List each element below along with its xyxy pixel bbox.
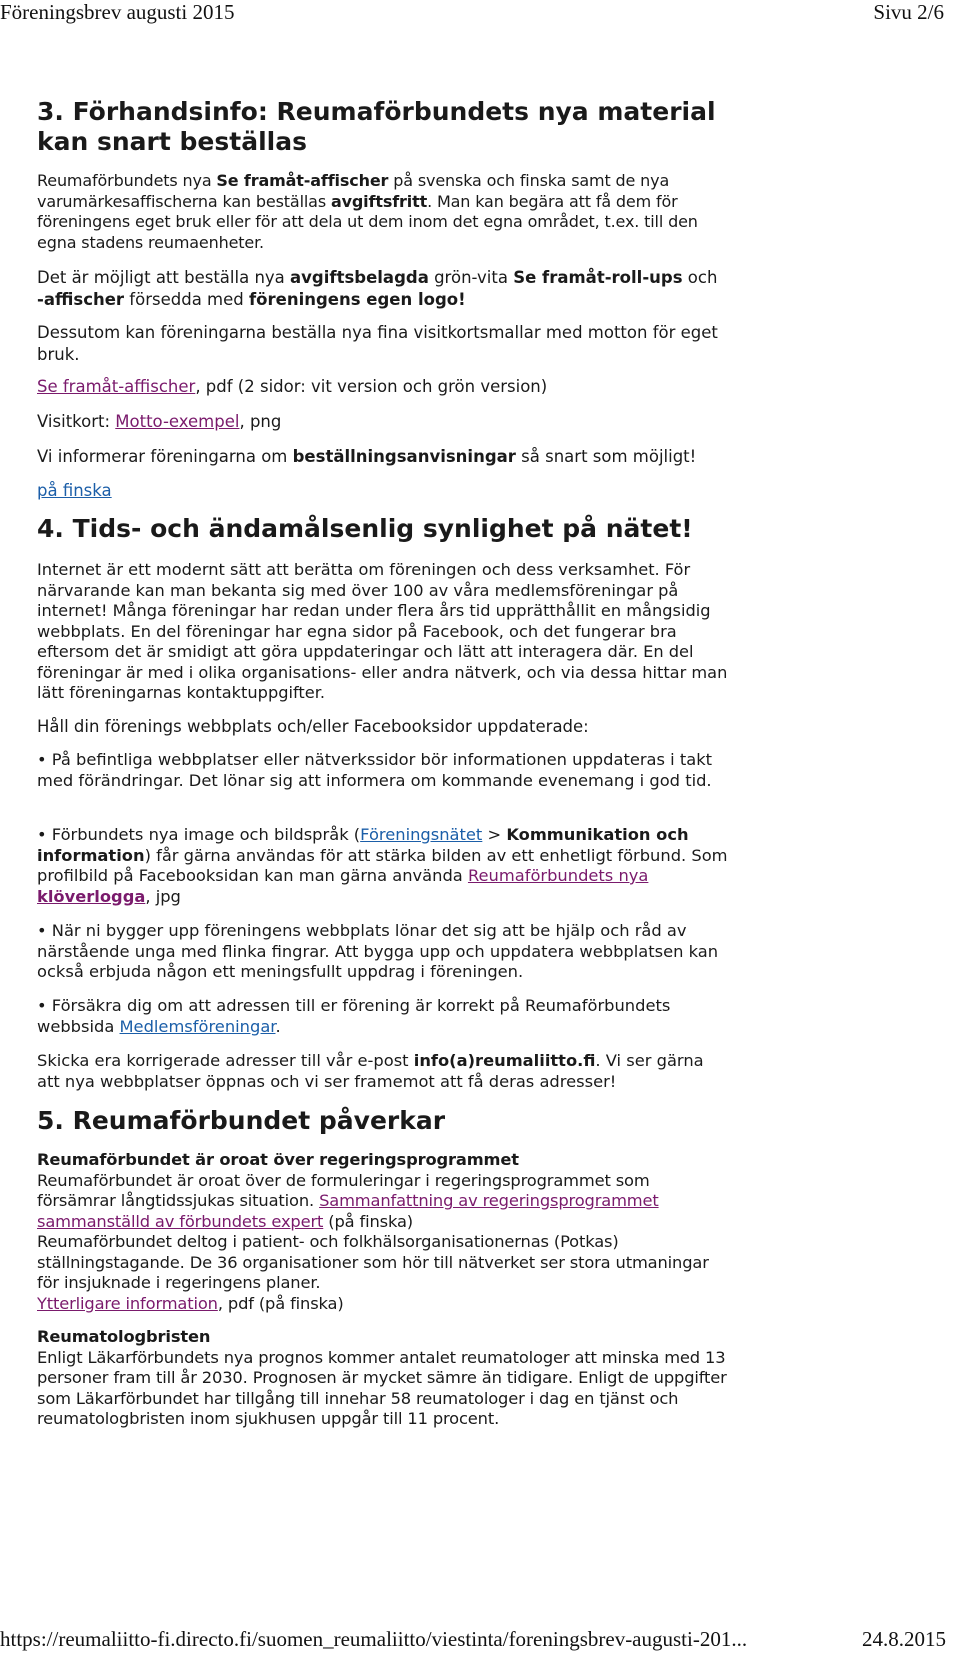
s5-subsection-reumatolog <box>37 1327 727 1430</box>
s3-finska-line <box>37 480 777 502</box>
s4-paragraph-2: Håll din förenings webbplats och/eller Facebooksidor uppdaterade: <box>37 717 589 736</box>
s3-paragraph-2: Det är möjligt att beställa nya avgiftsbelagda grön-vita Se framåt-roll-ups och -affischer försedda med föreningens egen logo! <box>37 268 718 309</box>
s3-visitkort-line: Visitkort: Motto-exempel, png <box>37 412 282 431</box>
s4-paragraph-3: Skicka era korrigerade adresser till vår e-post info(a)reumaliitto.fi. Vi ser gärna att nya webbplatser öppnas och vi ser framemot att få deras adresser! <box>37 1051 704 1091</box>
header-title: Föreningsbrev augusti 2015 <box>0 0 235 24</box>
s5-text-1: Reumaförbundet är oroat över de formuleringar i regeringsprogrammet som försämrar långtidssjukas situation. Sammanfattning av regeringsprogrammet sammanställd av förbundets expert (på finska) <box>37 1170 659 1231</box>
s5-subheading-2: Reumatologbristen <box>37 1327 211 1346</box>
s4-bullet-4: • Försäkra dig om att adressen till er förening är korrekt på Reumaförbundets webbsida Medlemsföreningar. <box>37 996 671 1036</box>
header-page-number: Sivu 2/6 <box>873 0 944 24</box>
s3-affischer-line: Se framåt-affischer, pdf (2 sidor: vit version och grön version) <box>37 377 548 396</box>
s4-bullet-3: • När ni bygger upp föreningens webbplats lönar det sig att be hjälp och råd av närstående unga med flinka fingrar. Att bygga upp och uppdatera webbplatsen kan också erbjuda någon ett meningsfullt uppdrag i föreningen. <box>37 921 719 981</box>
s5-subsection-regering <box>37 1150 727 1314</box>
s5-text-4: Enligt Läkarförbundets nya prognos kommer antalet reumatologer att minska med 13 personer fram till år 2030. Prognosen är mycket sämre än tidigare. Enligt de uppgifter som Läkarförbundet har tillgång till innehar 58 reumatologer i dag en tjänst och reumatologbristen inom sjukhusen uppgår till 11 procent. <box>37 1347 727 1428</box>
link-medlemsforeningar[interactable]: Medlemsföreningar <box>119 1016 276 1036</box>
section-4-heading: 4. Tids- och ändamålsenlig synlighet på nätet! <box>37 514 693 543</box>
s5-text-3: Ytterligare information, pdf (på finska) <box>37 1293 344 1313</box>
s5-subheading-1: Reumaförbundet är oroat över regeringsprogrammet <box>37 1150 519 1169</box>
section-3-heading: 3. Förhandsinfo: Reumaförbundets nya material kan snart beställas <box>37 97 716 156</box>
s3-paragraph-3: Dessutom kan föreningarna beställa nya fina visitkortsmallar med motton för eget bruk. <box>37 323 718 364</box>
link-ytterligare-information[interactable]: Ytterligare information <box>37 1293 218 1313</box>
link-se-framat-affischer[interactable]: Se framåt-affischer <box>37 377 196 396</box>
link-sammanfattning[interactable]: Sammanfattning av regeringsprogrammet sammanställd av förbundets expert <box>37 1191 659 1231</box>
footer-url: https://reumaliitto-fi.directo.fi/suomen_reumaliitto/viestinta/foreningsbrev-augusti-201... <box>0 1627 748 1651</box>
s3-paragraph-1: Reumaförbundets nya Se framåt-affischer på svenska och finska samt de nya varumärkesaffischerna kan beställas avgiftsfritt. Man kan begära att få dem för föreningens eget bruk eller för att dela ut dem inom det egna området, t.ex. till den egna stadens reumaenheter. <box>37 171 698 252</box>
link-klover-logga[interactable]: Reumaförbundets nya klöverlogga <box>37 866 649 906</box>
s4-bullet-2: • Förbundets nya image och bildspråk (Föreningsnätet > Kommunikation och information) får gärna användas för att stärka bilden av ett enhetligt förbund. Som profilbild på Facebooksidan kan man gärna använda Reumaförbundets nya klöverlogga, jpg <box>37 825 728 906</box>
link-pa-finska[interactable]: på finska <box>37 481 112 500</box>
print-footer <box>0 1627 960 1651</box>
footer-date: 24.8.2015 <box>862 1627 946 1651</box>
section-5-heading: 5. Reumaförbundet påverkar <box>37 1106 446 1135</box>
s5-text-2: Reumaförbundet deltog i patient- och folkhälsorganisationernas (Potkas) ställningstagande. De 36 organisationer som hör till nätverket ser stora utmaningar för insjuknade i regeringens planer. <box>37 1232 709 1292</box>
s4-bullet-1: • På befintliga webbplatser eller nätverkssidor bör informationen uppdateras i takt med förändringar. Det lönar sig att informera om kommande evenemang i god tid. <box>37 750 713 790</box>
s4-paragraph-1: Internet är ett modernt sätt att berätta om föreningen och dess verksamhet. För närvarande kan man bekanta sig med över 100 av våra medlemsföreningar på internet! Många föreningar har redan under flera års tid upprätthållit en mångsidig webbplats. En del föreningar har egna sidor på Facebook, och det fungerar bra eftersom det är smidigt att göra uppdateringar och lätt att interagera där. En del föreningar är med i olika organisations- eller andra nätverk, och via dessa hittar man lätt föreningarnas kontaktuppgifter. <box>37 560 728 702</box>
link-foreningsnatet[interactable]: Föreningsnätet <box>360 825 483 844</box>
s3-info-line: Vi informerar föreningarna om beställningsanvisningar så snart som möjligt! <box>37 447 697 466</box>
print-header <box>0 0 960 24</box>
link-motto-exempel[interactable]: Motto-exempel <box>115 412 240 431</box>
